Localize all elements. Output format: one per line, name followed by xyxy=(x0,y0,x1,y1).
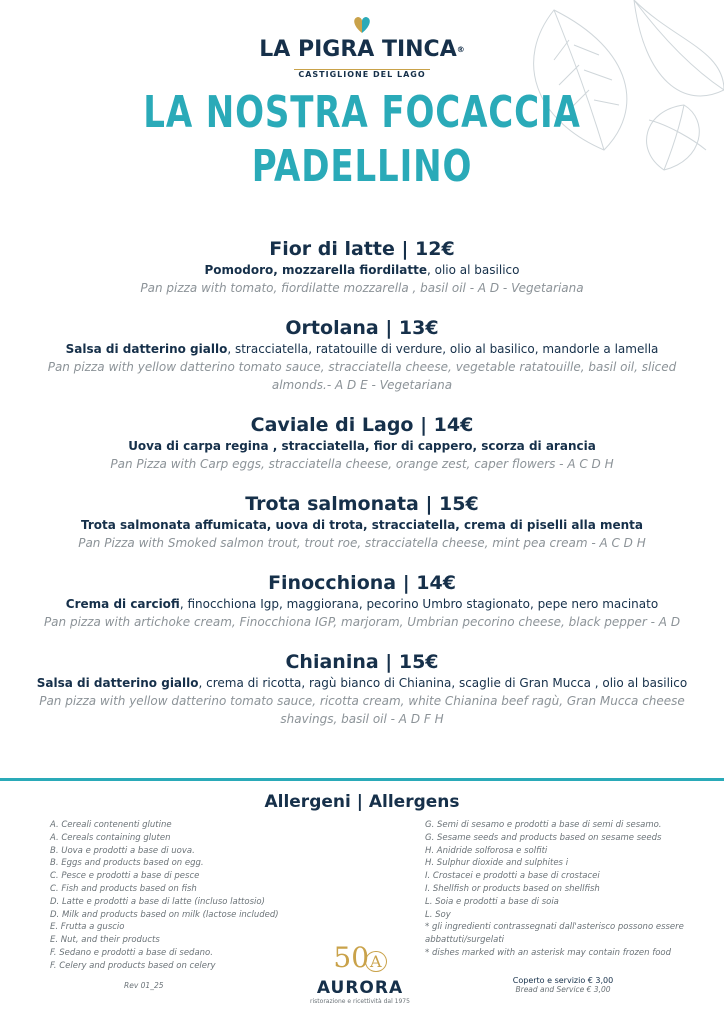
restaurant-logo xyxy=(0,14,724,81)
aurora-anniversary: 50A xyxy=(290,942,430,978)
dish-ingredients: Crema di carciofi, finocchiona Igp, maggiorana, pecorino Umbro stagionato, pepe nero macinato xyxy=(65,597,659,611)
allergen-item: G. Semi di sesamo e prodotti a base di semi di sesamo. xyxy=(425,820,662,830)
menu-item xyxy=(0,649,724,728)
title-line-1: LA NOSTRA FOCACCIA xyxy=(143,87,581,138)
allergen-item: * gli ingredienti contrassegnati dall'asterisco possono essere abbattuti/surgelati xyxy=(425,922,684,946)
cover-charge-it: Coperto e servizio € 3,00 xyxy=(512,976,614,985)
allergen-item: C. Pesce e prodotti a base di pesce xyxy=(50,871,200,882)
page-title xyxy=(51,86,674,194)
dish-ingredients: Trota salmonata affumicata, uova di trota, stracciatella, crema di piselli alla menta xyxy=(80,518,643,532)
aurora-tagline: ristorazione e ricettività dal 1975 xyxy=(310,998,410,1005)
logo-name: LA PIGRA TINCA® xyxy=(259,37,465,62)
allergen-item: I. Shellfish or products based on shellfish xyxy=(425,883,600,894)
menu-item xyxy=(0,315,724,394)
logo-subtitle: CASTIGLIONE DEL LAGO xyxy=(294,69,429,79)
section-divider xyxy=(0,778,724,781)
cover-charge xyxy=(508,976,618,994)
dish-description-en: Pan pizza with yellow datterino tomato sauce, ricotta cream, white Chianina beef ragù, Gran Mucca cheese shavings, basil oil - A D F H xyxy=(39,694,685,726)
allergen-item: A. Cereali contenenti glutine xyxy=(50,820,172,830)
menu-list xyxy=(0,236,724,746)
allergen-item: D. Milk and products based on milk (lactose included) xyxy=(50,909,279,920)
allergen-item: E. Frutta a guscio xyxy=(50,922,125,933)
cover-charge-en: Bread and Service € 3,00 xyxy=(515,985,611,994)
menu-item xyxy=(0,491,724,552)
allergen-item: L. Soia e prodotti a base di soia xyxy=(425,896,559,907)
aurora-logo xyxy=(290,942,430,1005)
dish-name: Ortolana | 13€ xyxy=(285,317,439,339)
dish-ingredients: Pomodoro, mozzarella fiordilatte, olio al basilico xyxy=(204,263,520,277)
allergen-item: L. Soy xyxy=(425,909,451,920)
menu-item xyxy=(0,236,724,297)
dish-name: Caviale di Lago | 14€ xyxy=(250,414,474,436)
allergen-item: C. Fish and products based on fish xyxy=(50,883,197,894)
allergen-item: F. Celery and products based on celery xyxy=(50,960,216,971)
dish-description-en: Pan pizza with artichoke cream, Finocchiona IGP, marjoram, Umbrian pecorino cheese, black pepper - A D xyxy=(43,615,681,629)
title-line-2: PADELLINO xyxy=(251,141,473,192)
allergens-title: Allergeni | Allergens xyxy=(264,792,460,812)
allergen-list-right xyxy=(425,819,705,960)
dish-description-en: Pan pizza with yellow datterino tomato sauce, stracciatella cheese, vegetable ratatouille, basil oil, sliced almonds.- A D E - Vegetariana xyxy=(47,360,677,392)
allergen-item: E. Nut, and their products xyxy=(50,935,160,946)
menu-item xyxy=(0,412,724,473)
dish-ingredients: Salsa di datterino giallo, stracciatella, ratatouille di verdure, olio al basilico, mandorle a lamella xyxy=(65,342,659,356)
allergen-item: * dishes marked with an asterisk may contain frozen food xyxy=(425,947,671,958)
allergen-item: F. Sedano e prodotti a base di sedano. xyxy=(50,947,213,958)
dish-ingredients: Uova di carpa regina , stracciatella, fior di cappero, scorza di arancia xyxy=(128,439,596,453)
dish-description-en: Pan pizza with tomato, fiordilatte mozzarella , basil oil - A D - Vegetariana xyxy=(140,281,584,295)
allergen-item: I. Crostacei e prodotti a base di crostacei xyxy=(425,871,600,882)
dish-description-en: Pan Pizza with Smoked salmon trout, trout roe, stracciatella cheese, mint pea cream - A C D H xyxy=(78,536,646,550)
revision-label: Rev 01_25 xyxy=(124,981,164,990)
allergen-item: D. Latte e prodotti a base di latte (incluso lattosio) xyxy=(50,896,265,907)
menu-item xyxy=(0,570,724,631)
allergen-item: B. Uova e prodotti a base di uova. xyxy=(50,845,195,856)
aurora-name: AURORA xyxy=(316,978,404,998)
dish-name: Fior di latte | 12€ xyxy=(269,238,455,260)
allergen-item: B. Eggs and products based on egg. xyxy=(50,858,204,869)
dish-name: Finocchiona | 14€ xyxy=(268,572,456,594)
dish-name: Trota salmonata | 15€ xyxy=(245,493,479,515)
heart-leaf-icon xyxy=(347,14,377,34)
dish-ingredients: Salsa di datterino giallo, crema di ricotta, ragù bianco di Chianina, scaglie di Gran Mucca , olio al basilico xyxy=(36,676,688,690)
allergen-item: H. Anidride solforosa e solfiti xyxy=(425,845,548,856)
dish-name: Chianina | 15€ xyxy=(285,651,439,673)
dish-description-en: Pan Pizza with Carp eggs, stracciatella cheese, orange zest, caper flowers - A C D H xyxy=(110,457,614,471)
allergen-item: H. Sulphur dioxide and sulphites i xyxy=(425,858,569,869)
allergen-item: A. Cereals containing gluten xyxy=(50,832,171,843)
allergen-item: G. Sesame seeds and products based on sesame seeds xyxy=(425,832,662,843)
